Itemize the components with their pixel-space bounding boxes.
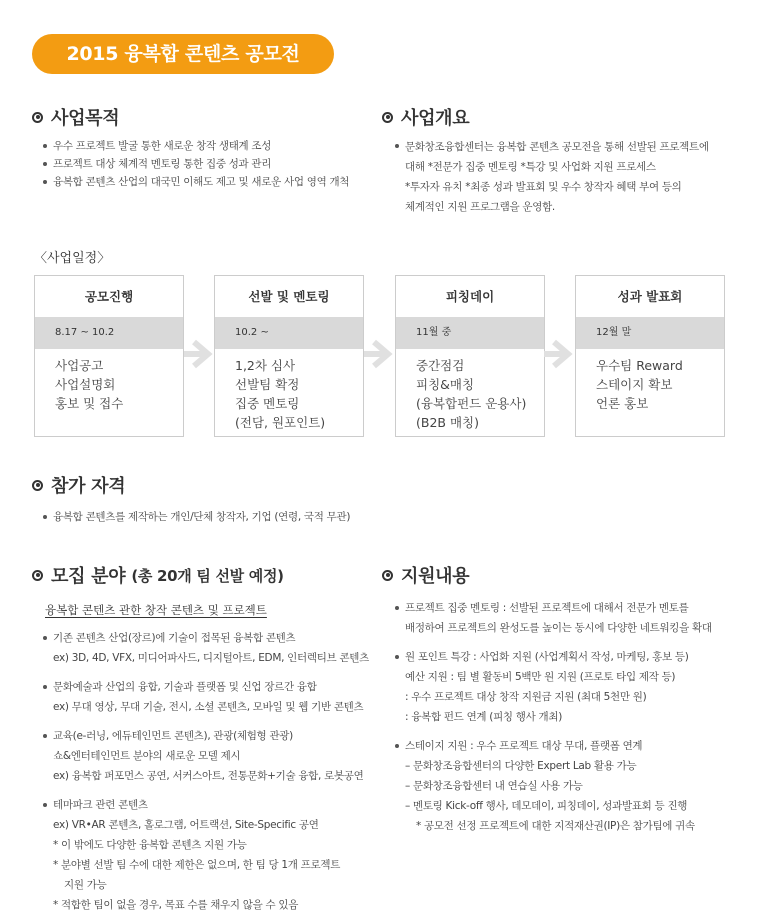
list-item: 프로젝트 대상 체계적 멘토링 통한 집중 성과 관리 (42, 155, 349, 173)
target-bullet-icon (382, 570, 393, 581)
field-note: 지원 가능 (64, 879, 107, 891)
support-line: – 문화창조융합센터 내 연습실 사용 가능 (405, 780, 583, 792)
field-line: ex) VR•AR 콘텐츠, 홀로그램, 어트랙션, Site-Specific 공연 (53, 819, 319, 831)
step-items (416, 356, 526, 432)
fields-list (42, 628, 369, 920)
step-item: 1,2차 심사 (235, 358, 296, 373)
step-title: 선발 및 멘토링 (248, 289, 330, 304)
purpose-title: 사업목적 (51, 108, 120, 129)
schedule-step-2 (214, 275, 364, 437)
support-line: 원 포인트 특강 : 사업화 지원 (사업계획서 작성, 마케팅, 홍보 등) (405, 651, 689, 663)
field-line: ex) 3D, 4D, VFX, 미디어파사드, 디지털아트, EDM, 인터렉티브 콘텐츠 (53, 652, 369, 664)
purpose-list (42, 137, 349, 191)
list-item (394, 598, 712, 638)
list-item (42, 726, 369, 786)
step-item: 중간점검 (416, 358, 465, 373)
field-line: 교육(e-러닝, 에듀테인먼트 콘텐츠), 관광(체험형 관광) (53, 730, 293, 742)
step-items (55, 356, 123, 413)
support-line: – 멘토링 Kick-off 행사, 데모데이, 피칭데이, 성과발표회 등 진행 (405, 800, 688, 812)
chevron-right-icon (544, 338, 576, 370)
step-date: 12월 말 (576, 317, 724, 349)
overview-list (394, 137, 709, 217)
step-item: 피칭&매칭 (416, 377, 475, 392)
schedule-title: 〈사업일정〉 (34, 251, 111, 266)
list-item (42, 677, 369, 717)
purpose-heading (32, 104, 119, 130)
eligibility-list (42, 508, 350, 526)
field-line: 기존 콘텐츠 산업(장르)에 기술이 접목된 융복합 콘텐츠 (53, 632, 296, 644)
list-item (394, 137, 709, 217)
step-item: 언론 홍보 (596, 396, 649, 411)
schedule-step-3 (395, 275, 545, 437)
step-item: 사업공고 (55, 358, 104, 373)
list-item (42, 795, 369, 915)
page-title-banner: 2015 융복합 콘텐츠 공모전 (32, 34, 334, 74)
support-title: 지원내용 (401, 566, 470, 587)
target-bullet-icon (382, 112, 393, 123)
support-line: * 공모전 선정 프로젝트에 대한 지적재산권(IP)은 참가팀에 귀속 (416, 820, 695, 832)
step-item: 스테이지 확보 (596, 377, 673, 392)
target-bullet-icon (32, 480, 43, 491)
schedule-step-1 (34, 275, 184, 437)
chevron-right-icon (184, 338, 216, 370)
step-item: 사업설명회 (55, 377, 116, 392)
overview-line: 체계적인 지원 프로그램을 운영함. (405, 201, 555, 213)
fields-heading (32, 562, 284, 588)
overview-heading (382, 104, 469, 130)
eligibility-heading (32, 472, 125, 498)
support-list (394, 598, 712, 845)
step-items (596, 356, 683, 413)
fields-subheading: 융복합 콘텐츠 관한 창작 콘텐츠 및 프로젝트 (45, 603, 267, 617)
support-line: 배정하여 프로젝트의 완성도를 높이는 동시에 다양한 네트워킹을 확대 (405, 622, 712, 634)
target-bullet-icon (32, 112, 43, 123)
field-line: ex) 융복합 퍼포먼스 공연, 서커스아트, 전통문화+기술 융합, 로봇공연 (53, 770, 364, 782)
fields-subtitle: (총 20개 팀 선발 예정) (131, 566, 284, 585)
step-title: 피칭데이 (445, 289, 495, 304)
support-line: : 우수 프로젝트 대상 창작 지원금 지원 (최대 5천만 원) (405, 691, 647, 703)
field-note: * 적합한 팀이 없을 경우, 목표 수를 채우지 않을 수 있음 (53, 899, 299, 911)
overview-line: *투자자 유치 *최종 성과 발표회 및 우수 창작자 혜택 부여 등의 (405, 181, 682, 193)
overview-line: 문화창조융합센터는 융복합 콘텐츠 공모전을 통해 선발된 프로젝트에 (405, 141, 709, 153)
step-item: 선발팀 확정 (235, 377, 300, 392)
step-item: 우수팀 Reward (596, 358, 683, 373)
support-line: 프로젝트 집중 멘토링 : 선발된 프로젝트에 대해서 전문가 멘토를 (405, 602, 689, 614)
list-item (42, 628, 369, 668)
field-line: 쇼&엔터테인먼트 분야의 새로운 모델 제시 (53, 750, 241, 762)
step-item: 집중 멘토링 (235, 396, 300, 411)
step-item: (전담, 원포인트) (235, 415, 326, 430)
list-item: 융복합 콘텐츠를 제작하는 개인/단체 창작자, 기업 (연령, 국적 무관) (42, 508, 350, 526)
list-item (394, 736, 712, 836)
field-line: 테마파크 관련 콘텐츠 (53, 799, 148, 811)
list-item (394, 647, 712, 727)
field-line: ex) 무대 영상, 무대 기술, 전시, 소셜 콘텐츠, 모바일 및 웹 기반 콘텐츠 (53, 701, 364, 713)
overview-title: 사업개요 (401, 108, 470, 129)
target-bullet-icon (32, 570, 43, 581)
fields-title: 모집 분야 (51, 566, 126, 587)
list-item: 융복합 콘텐츠 산업의 대국민 이해도 제고 및 새로운 사업 영역 개척 (42, 173, 349, 191)
support-line: 스테이지 지원 : 우수 프로젝트 대상 무대, 플랫폼 연계 (405, 740, 643, 752)
step-item: (융복합펀드 운용사) (416, 396, 527, 411)
overview-line: 대해 *전문가 집중 멘토링 *특강 및 사업화 지원 프로세스 (405, 161, 656, 173)
eligibility-title: 참가 자격 (51, 476, 126, 497)
field-line: 문화예술과 산업의 융합, 기술과 플랫폼 및 신업 장르간 융합 (53, 681, 317, 693)
support-line: – 문화창조융합센터의 다양한 Expert Lab 활용 가능 (405, 760, 637, 772)
list-item: 우수 프로젝트 발굴 통한 새로운 창작 생태계 조성 (42, 137, 349, 155)
step-date: 11월 중 (396, 317, 544, 349)
field-note: * 이 밖에도 다양한 융복합 콘텐츠 지원 가능 (53, 839, 247, 851)
step-items (235, 356, 325, 432)
field-note: * 분야별 선발 팀 수에 대한 제한은 없으며, 한 팀 당 1개 프로젝트 (53, 859, 341, 871)
support-heading (382, 562, 469, 588)
step-title: 성과 발표회 (617, 289, 683, 304)
support-line: 예산 지원 : 팀 별 활동비 5백만 원 지원 (프로토 타입 제작 등) (405, 671, 676, 683)
step-date: 8.17 ~ 10.2 (35, 317, 183, 349)
step-item: 홍보 및 접수 (55, 396, 124, 411)
support-line: : 융복합 펀드 연계 (피칭 행사 개최) (405, 711, 563, 723)
step-title: 공모진행 (84, 289, 134, 304)
schedule-step-4 (575, 275, 725, 437)
step-date: 10.2 ~ (215, 317, 363, 349)
chevron-right-icon (364, 338, 396, 370)
step-item: (B2B 매칭) (416, 415, 479, 430)
